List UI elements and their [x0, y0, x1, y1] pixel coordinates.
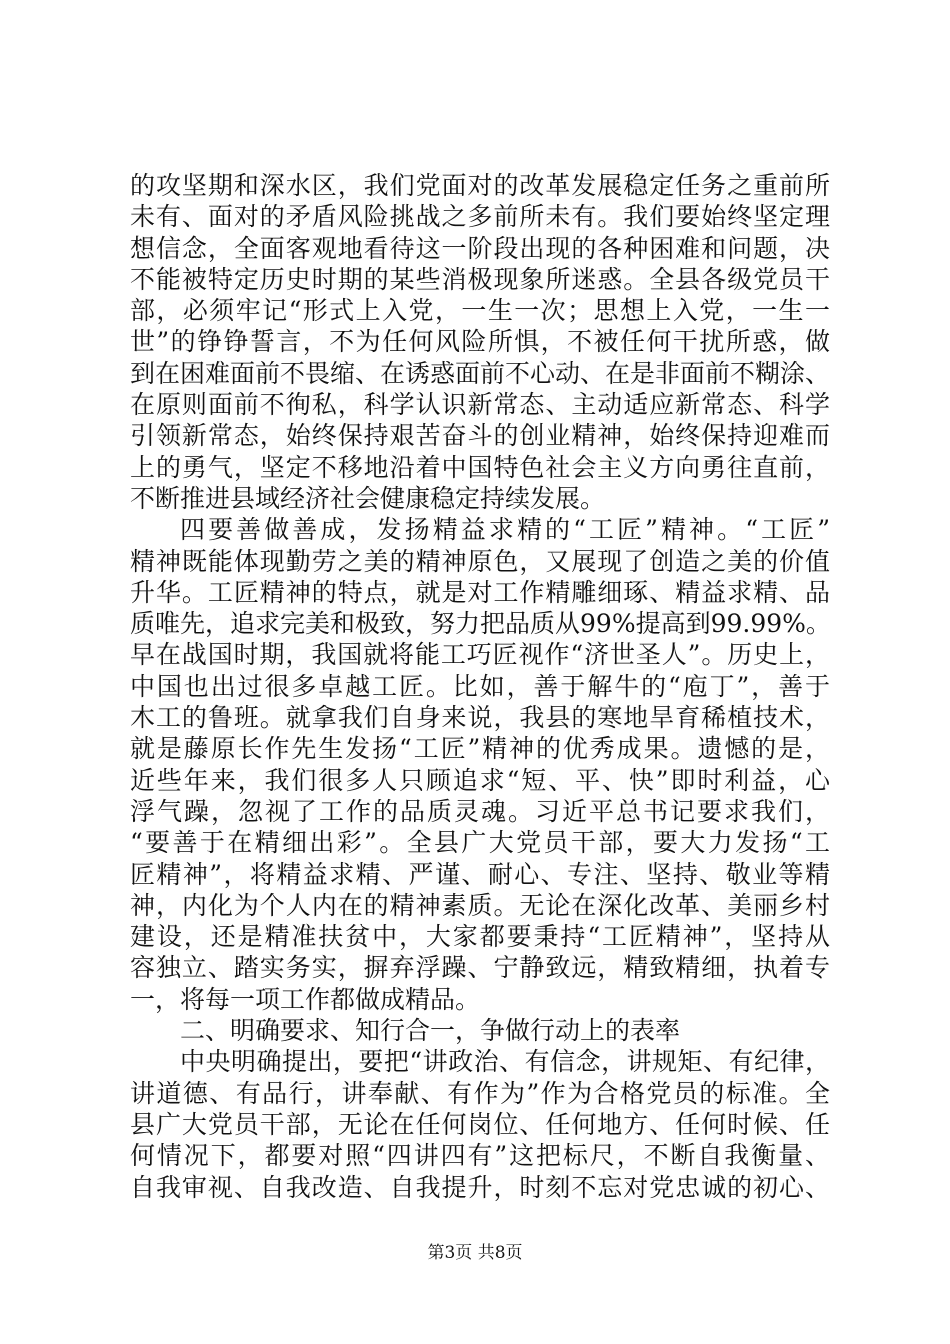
paragraph-end-line: 不断推进县域经济社会健康稳定持续发展。: [130, 483, 606, 513]
text-line: 自我审视、自我改造、自我提升，时刻不忘对党忠诚的初心、: [130, 1172, 830, 1202]
text-line: “要善于在精细出彩”。全县广大党员干部，要大力发扬“工: [130, 828, 830, 858]
text-line: 升华。工匠精神的特点，就是对工作精雕细琢、精益求精、品: [130, 577, 830, 607]
text-line: 中国也出过很多卓越工匠。比如，善于解牛的“庖丁”，善于: [130, 671, 830, 701]
text-line: 建设，还是精准扶贫中，大家都要秉持“工匠精神”，坚持从: [130, 922, 830, 952]
text-line: 神，内化为个人内在的精神素质。无论在深化改革、美丽乡村: [130, 890, 830, 920]
text-line: 质唯先，追求完美和极致，努力把品质从99%提高到99.99%。: [130, 609, 831, 639]
paragraph-start-line: 中央明确提出，要把“讲政治、有信念，讲规矩、有纪律，: [180, 1047, 830, 1077]
text-line: 精神既能体现勤劳之美的精神原色，又展现了创造之美的价值: [130, 546, 830, 576]
text-line: 讲道德、有品行，讲奉献、有作为”作为合格党员的标准。全: [130, 1078, 830, 1108]
text-line: 想信念，全面客观地看待这一阶段出现的各种困难和问题，决: [130, 233, 830, 263]
text-line: 上的勇气，坚定不移地沿着中国特色社会主义方向勇往直前，: [130, 452, 830, 482]
text-line: 在原则面前不徇私，科学认识新常态、主动适应新常态、科学: [130, 390, 830, 420]
text-line: 引领新常态，始终保持艰苦奋斗的创业精神，始终保持迎难而: [130, 421, 830, 451]
text-line: 部，必须牢记“形式上入党，一生一次；思想上入党，一生一: [130, 296, 830, 326]
text-line: 近些年来，我们很多人只顾追求“短、平、快”即时利益，心: [130, 765, 830, 795]
text-line: 匠精神”，将精益求精、严谨、耐心、专注、坚持、敬业等精: [130, 859, 830, 889]
section-heading: 二、明确要求、知行合一，争做行动上的表率: [180, 1016, 681, 1046]
text-line: 容独立、踏实务实，摒弃浮躁、宁静致远，精致精细，执着专: [130, 953, 830, 983]
text-line: 木工的鲁班。就拿我们自身来说，我县的寒地旱育稀植技术，: [130, 703, 830, 733]
text-line: 早在战国时期，我国就将能工巧匠视作“济世圣人”。历史上，: [130, 640, 830, 670]
text-line: 未有、面对的矛盾风险挑战之多前所未有。我们要始终坚定理: [130, 202, 830, 232]
text-line: 县广大党员干部，无论在任何岗位、任何地方、任何时候、任: [130, 1109, 830, 1139]
text-line: 何情况下，都要对照“四讲四有”这把标尺，不断自我衡量、: [130, 1141, 830, 1171]
page-number-footer: 第3页 共8页: [427, 1243, 523, 1263]
text-line: 就是藤原长作先生发扬“工匠”精神的优秀成果。遗憾的是，: [130, 734, 830, 764]
paragraph-start-line: 四要善做善成，发扬精益求精的“工匠”精神。“工匠”: [180, 515, 830, 545]
text-line: 不能被特定历史时期的某些消极现象所迷惑。全县各级党员干: [130, 264, 830, 294]
text-line: 浮气躁，忽视了工作的品质灵魂。习近平总书记要求我们，: [130, 796, 830, 826]
text-line: 的攻坚期和深水区，我们党面对的改革发展稳定任务之重前所: [130, 171, 830, 200]
paragraph-end-line: 一，将每一项工作都做成精品。: [130, 984, 481, 1014]
text-line: 世”的铮铮誓言，不为任何风险所惧，不被任何干扰所惑，做: [130, 327, 830, 357]
text-line: 到在困难面前不畏缩、在诱惑面前不心动、在是非面前不糊涂、: [130, 358, 831, 388]
document-body: [130, 170, 830, 1203]
